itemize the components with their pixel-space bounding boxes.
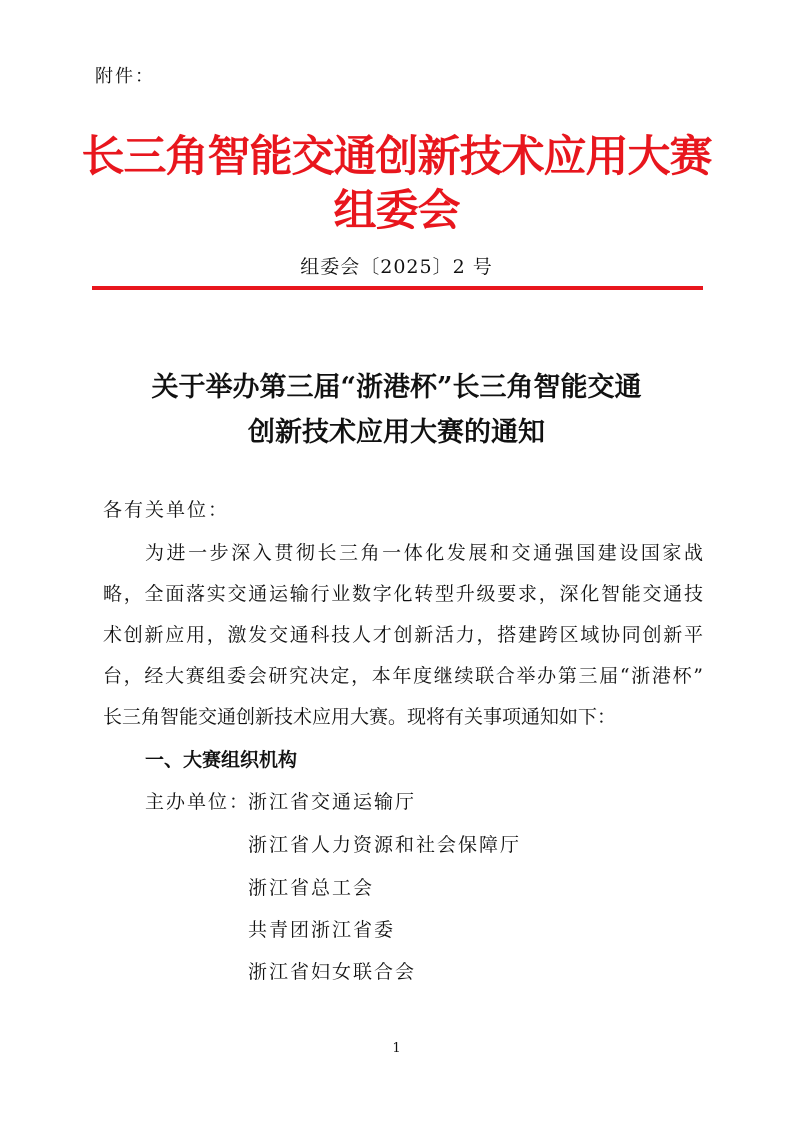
organizer-title-line1: 长三角智能交通创新技术应用大赛 — [81, 132, 712, 182]
host-organization: 浙江省总工会 — [248, 877, 375, 899]
paragraph-line: 为进一步深入贯彻长三角一体化发展和交通强国建设国家战 — [145, 542, 703, 564]
paragraph-line: 长三角智能交通创新技术应用大赛。现将有关事项通知如下： — [103, 706, 617, 728]
section-heading: 一、大赛组织机构 — [145, 749, 298, 771]
notice-title-line2: 创新技术应用大赛的通知 — [248, 417, 545, 448]
host-organization: 浙江省交通运输厅 — [248, 791, 417, 813]
paragraph-line: 术创新应用，激发交通科技人才创新活力，搭建跨区域协同创新平 — [103, 624, 703, 646]
red-divider — [92, 286, 703, 290]
salutation: 各有关单位： — [103, 499, 230, 521]
host-organization: 浙江省妇女联合会 — [248, 961, 417, 983]
host-organization: 浙江省人力资源和社会保障厅 — [248, 834, 522, 856]
document-number: 组委会〔2025〕2 号 — [300, 256, 493, 278]
host-organization: 共青团浙江省委 — [248, 919, 396, 941]
attachment-label: 附件： — [95, 66, 155, 87]
page-number: 1 — [392, 1041, 401, 1056]
notice-title-line1: 关于举办第三届“浙港杯”长三角智能交通 — [151, 372, 642, 403]
paragraph-line: 略，全面落实交通运输行业数字化转型升级要求，深化智能交通技 — [103, 583, 703, 605]
organizer-title-line2: 组委会 — [333, 186, 460, 236]
host-label: 主办单位： — [145, 791, 251, 813]
paragraph-line: 台，经大赛组委会研究决定，本年度继续联合举办第三届“浙港杯” — [103, 665, 703, 687]
